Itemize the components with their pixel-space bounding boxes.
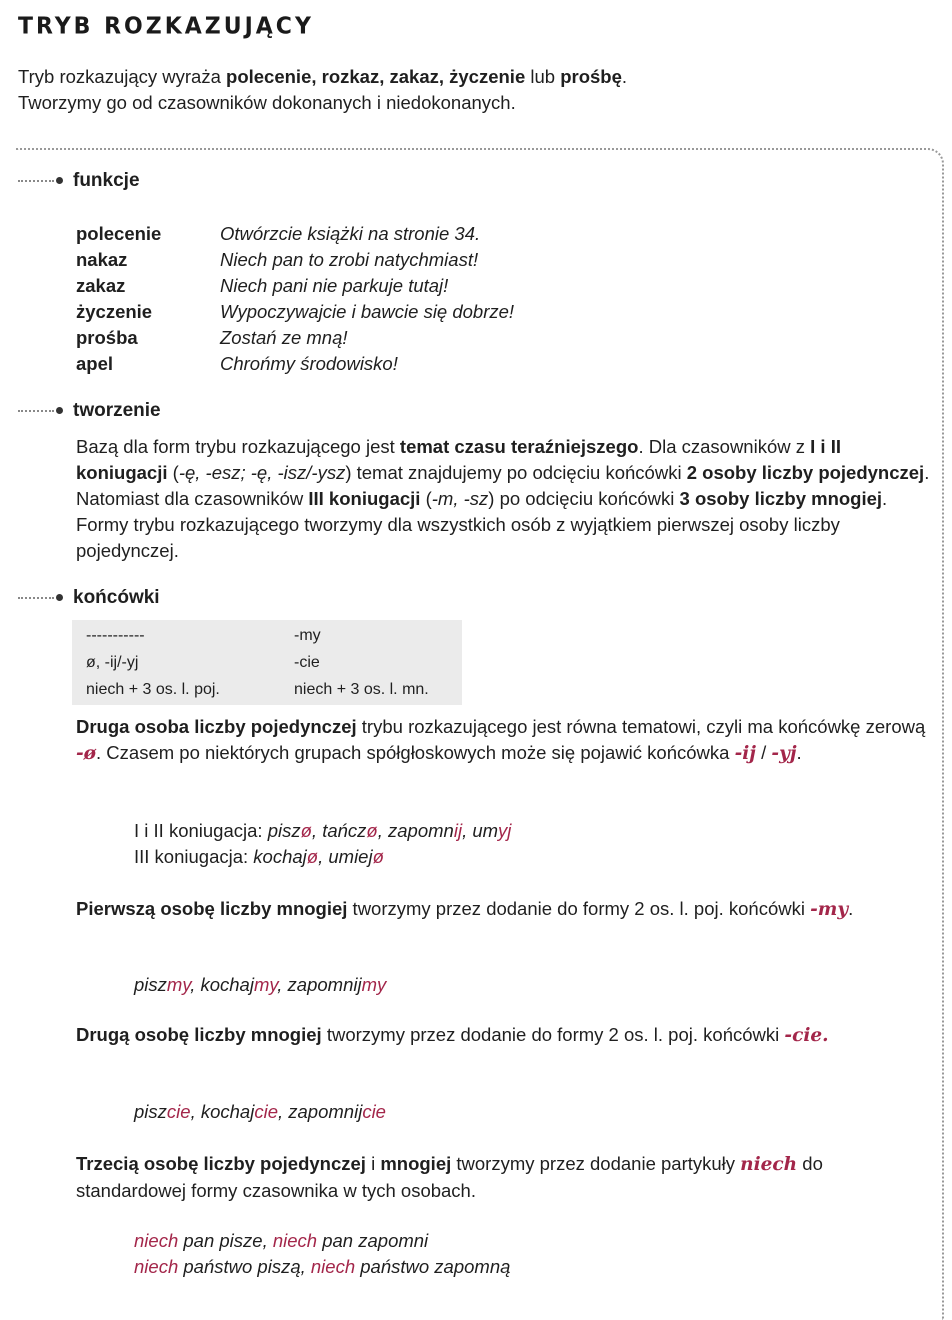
section-heading-tworzenie: tworzenie — [18, 400, 161, 422]
page-title: TRYB ROZKAZUJĄCY — [18, 13, 314, 40]
section-heading-funkcje: funkcje — [18, 170, 140, 192]
bullet-dot — [56, 177, 63, 184]
function-row: polecenie Otwórzcie książki na stronie 34. — [76, 223, 481, 244]
function-row: życzenie Wypoczywajcie i bawcie się dobrze! — [76, 301, 515, 322]
table-row: niech + 3 os. l. poj. niech + 3 os. l. mn. — [86, 681, 429, 698]
function-row: nakaz Niech pan to zrobi natychmiast! — [76, 249, 479, 270]
dotted-connector — [18, 410, 54, 412]
table-row: ø, -ij/-yj -cie — [86, 654, 320, 671]
functions-table — [76, 221, 514, 377]
second-person-plural-paragraph: Drugą osobę liczby mnogiej tworzymy przez dodanie do formy 2 os. l. poj. końcówki -cie. — [76, 1024, 829, 1046]
example-second-person-plural: piszcie, kochajcie, zapomnijcie — [134, 1101, 386, 1122]
example-third-person-plural: niech państwo piszą, niech państwo zapomną — [134, 1256, 511, 1277]
formation-paragraph: Bazą dla form trybu rozkazującego jest temat czasu teraźniejszego. Dla czasowników z I i II koniugacji (-ę, -esz; -ę, -isz/-ysz) temat znajdujemy po odcięciu końcówki 2 osoby liczby pojedynczej. Natomiast dla czasowników III koniugacji (-m, -sz) po odcięciu końcówki 3 osoby liczby mnogiej. Formy trybu rozkazującego tworzymy dla wszystkich osób z wyjątkiem pierwszej osoby liczby pojedynczej. — [76, 436, 930, 561]
example-third-person-singular: niech pan pisze, niech pan zapomni — [134, 1230, 429, 1251]
table-row: ----------- -my — [86, 627, 321, 644]
function-row: prośba Zostań ze mną! — [76, 327, 348, 348]
function-row: apel Chrońmy środowisko! — [76, 353, 398, 374]
bullet-dot — [56, 594, 63, 601]
endings-table — [72, 620, 462, 705]
bullet-dot — [56, 407, 63, 414]
function-row: zakaz Niech pani nie parkuje tutaj! — [76, 275, 449, 296]
dotted-connector — [18, 597, 54, 599]
second-person-singular-paragraph: Druga osoba liczby pojedynczej trybu rozkazującego jest równa tematowi, czyli ma końcówkę zerową -ø. Czasem po niektórych grupach spółgłoskowych może się pojawić końcówka -ij / -yj. — [76, 716, 926, 764]
example-first-person-plural: piszmy, kochajmy, zapomnijmy — [134, 974, 387, 995]
dotted-connector — [18, 180, 54, 182]
section-heading-koncowki: końcówki — [18, 587, 160, 609]
example-conjugation-1-2: I i II koniugacja: piszø, tańczø, zapomnij, umyj — [134, 820, 512, 841]
third-person-paragraph: Trzecią osobę liczby pojedynczej i mnogiej tworzymy przez dodanie partykuły niech do standardowej formy czasownika w tych osobach. — [76, 1153, 823, 1201]
example-conjugation-3: III koniugacja: kochajø, umiejø — [134, 846, 384, 867]
intro-text: Tryb rozkazujący wyraża polecenie, rozkaz, zakaz, życzenie lub prośbę. Tworzymy go od czasowników dokonanych i niedokonanych. — [18, 66, 628, 113]
first-person-plural-paragraph: Pierwszą osobę liczby mnogiej tworzymy przez dodanie do formy 2 os. l. poj. końcówki -my. — [76, 898, 854, 920]
